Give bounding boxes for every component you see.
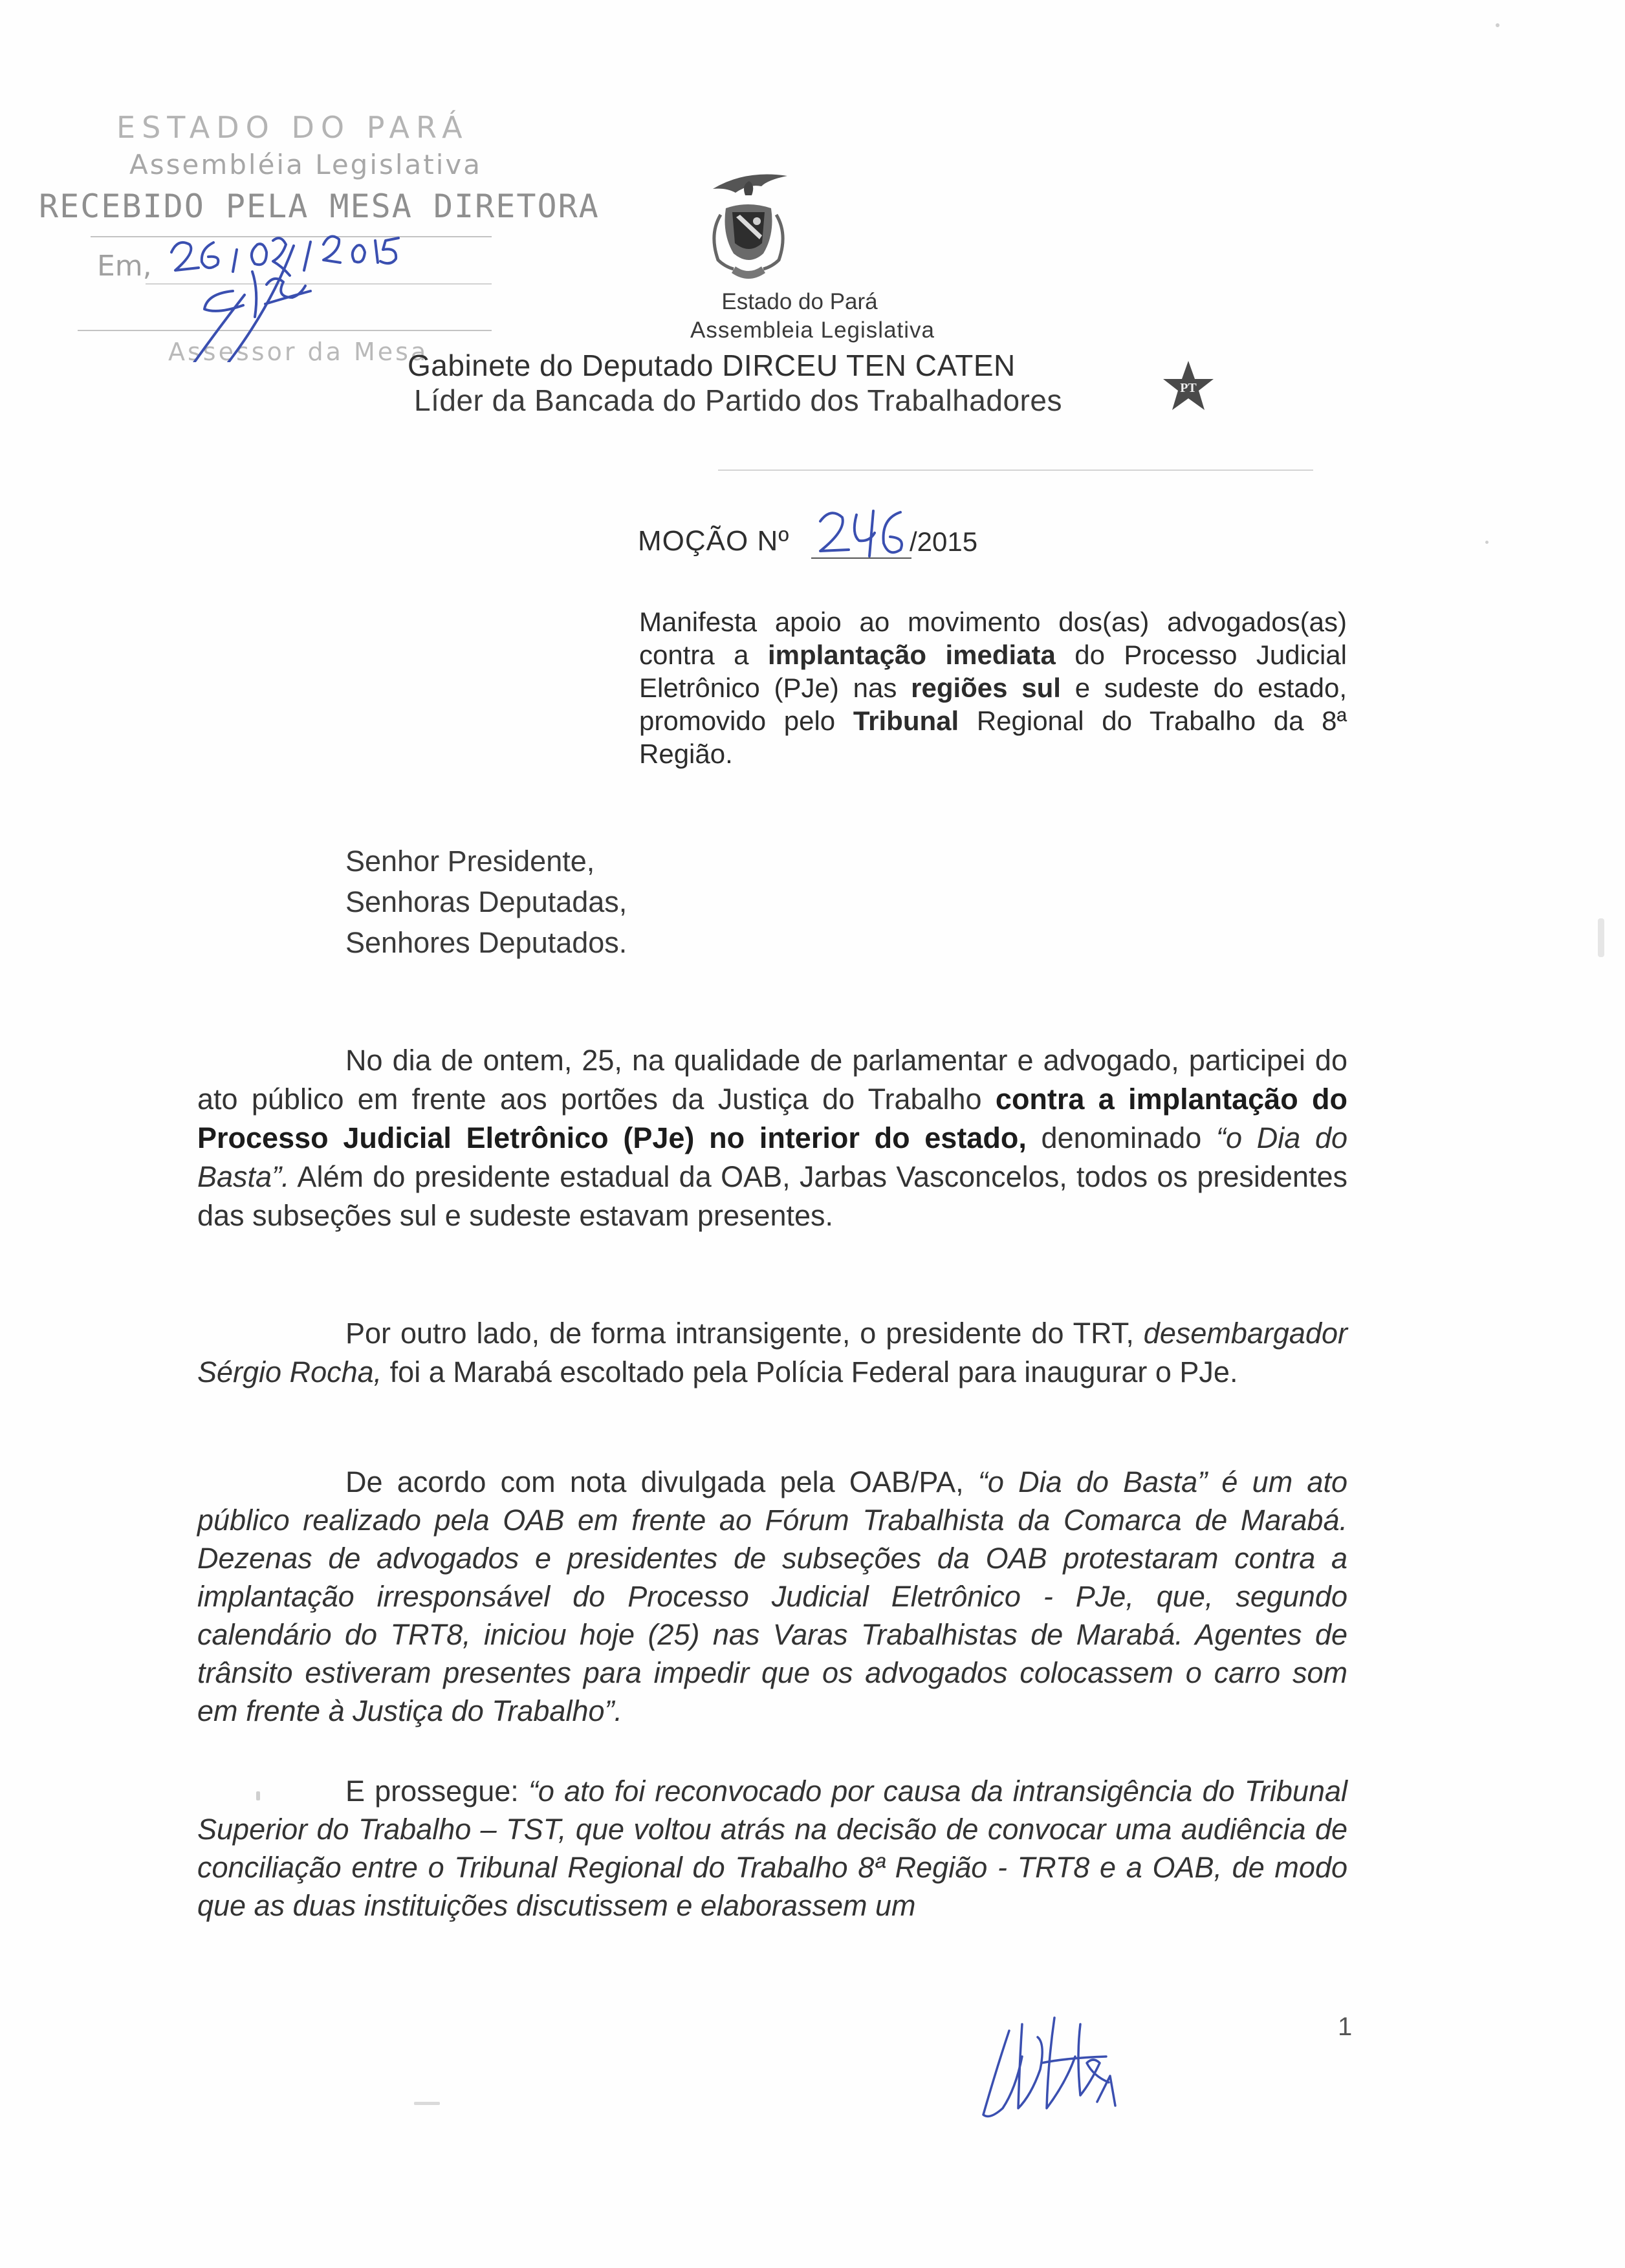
motion-number-line bbox=[638, 511, 1039, 569]
scan-speck bbox=[414, 2102, 440, 2105]
paragraph-emphasis: contra a implantação do Processo Judicial Eletrônico (PJe) no interior do estado, bbox=[197, 1083, 1347, 1154]
stamp-state: ESTADO DO PARÁ bbox=[116, 110, 469, 145]
salutation-line: Senhor Presidente, bbox=[345, 845, 595, 878]
motion-summary bbox=[639, 605, 1347, 770]
paragraph-quote: “o Dia do Basta” é um ato público realizado pela OAB em frente ao Fórum Trabalhista da Comarca de Marabá. Dezenas de advogados e presidentes de subseções da OAB protestaram contra a implantação irresponsável do Processo Judicial Eletrônico - PJe, que, segundo calendário do TRT8, iniciou hoje (25) nas Varas Trabalhistas de Marabá. Agentes de trânsito estiveram presentes para impedir que os advogados colocassem o carro som em frente à Justiça do Trabalho”. bbox=[197, 1465, 1347, 1727]
letterhead-assembly: Assembleia Legislativa bbox=[690, 318, 935, 343]
handwritten-rubric-icon bbox=[970, 2005, 1139, 2134]
body-paragraph-4 bbox=[197, 1772, 1347, 1925]
paragraph-text: Além do presidente estadual da OAB, Jarbas Vasconcelos, todos os presidentes das subseções sul e sudeste estavam presentes. bbox=[197, 1160, 1347, 1232]
stamp-assembly: Assembléia Legislativa bbox=[129, 149, 483, 180]
salutation bbox=[345, 841, 627, 963]
pt-star-icon bbox=[1162, 360, 1215, 413]
paragraph-text: foi a Marabá escoltado pela Polícia Federal para inaugurar o PJe. bbox=[382, 1355, 1238, 1388]
paragraph-text: Por outro lado, de forma intransigente, o presidente do TRT, bbox=[345, 1317, 1144, 1350]
page-number: 1 bbox=[1338, 2013, 1353, 2041]
paragraph-quote: desembargador Sérgio Rocha, bbox=[197, 1317, 1347, 1388]
letterhead-office: Gabinete do Deputado DIRCEU TEN CATEN bbox=[408, 349, 1016, 382]
summary-emphasis: implantação imediata bbox=[767, 640, 1056, 670]
summary-text: do Processo Judicial Eletrônico (PJe) nas bbox=[639, 640, 1347, 703]
stamp-received: RECEBIDO PELA MESA DIRETORA bbox=[39, 188, 600, 225]
stamp-assessor: Assessor da Mesa bbox=[168, 338, 429, 366]
salutation-line: Senhoras Deputadas, bbox=[345, 885, 627, 918]
pt-badge-text: PT bbox=[1180, 381, 1197, 395]
summary-emphasis: regiões sul bbox=[911, 673, 1061, 703]
summary-text: e sudeste do estado, promovido pelo bbox=[639, 673, 1347, 736]
paragraph-quote: “o ato foi reconvocado por causa da intransigência do Tribunal Superior do Trabalho – TST, que voltou atrás na decisão de convocar uma audiência de conciliação entre o Tribunal Regional do Trabalho 8ª Região - TRT8 e a OAB, de modo que as duas instituições discutissem e elaborassem um bbox=[197, 1775, 1348, 1922]
summary-text: Manifesta apoio ao movimento dos(as) advogados(as) contra a bbox=[639, 607, 1347, 670]
handwritten-motion-number-icon bbox=[811, 507, 908, 561]
motion-year: /2015 bbox=[910, 526, 978, 557]
body-paragraph-3 bbox=[197, 1463, 1347, 1730]
scan-speck bbox=[1485, 541, 1489, 544]
letterhead-state: Estado do Pará bbox=[721, 289, 878, 314]
motion-label: MOÇÃO Nº bbox=[638, 525, 790, 557]
paragraph-text: E prossegue: bbox=[345, 1775, 529, 1808]
header-divider bbox=[718, 470, 1313, 471]
scan-speck bbox=[256, 1791, 260, 1800]
scan-speck bbox=[1598, 918, 1604, 957]
summary-text: Regional do Trabalho da 8ª Região. bbox=[639, 706, 1347, 769]
paragraph-quote: “o Dia do Basta”. bbox=[197, 1121, 1348, 1193]
paragraph-text: De acordo com nota divulgada pela OAB/PA, bbox=[345, 1465, 978, 1498]
letterhead-leader: Líder da Bancada do Partido dos Trabalhadores bbox=[414, 383, 1062, 417]
summary-emphasis: Tribunal bbox=[853, 706, 959, 736]
motion-number-underline bbox=[811, 557, 911, 559]
paragraph-text: No dia de ontem, 25, na qualidade de parlamentar e advogado, participei do ato público em frente aos portões da Justiça do Trabalho bbox=[197, 1044, 1347, 1116]
coat-of-arms-icon bbox=[700, 169, 797, 286]
paragraph-text: denominado bbox=[1026, 1121, 1216, 1154]
scan-speck bbox=[1496, 23, 1500, 27]
salutation-line: Senhores Deputados. bbox=[345, 926, 627, 959]
body-paragraph-1 bbox=[197, 1041, 1347, 1235]
body-paragraph-2 bbox=[197, 1314, 1347, 1392]
stamp-date-prefix: Em, bbox=[97, 250, 152, 283]
